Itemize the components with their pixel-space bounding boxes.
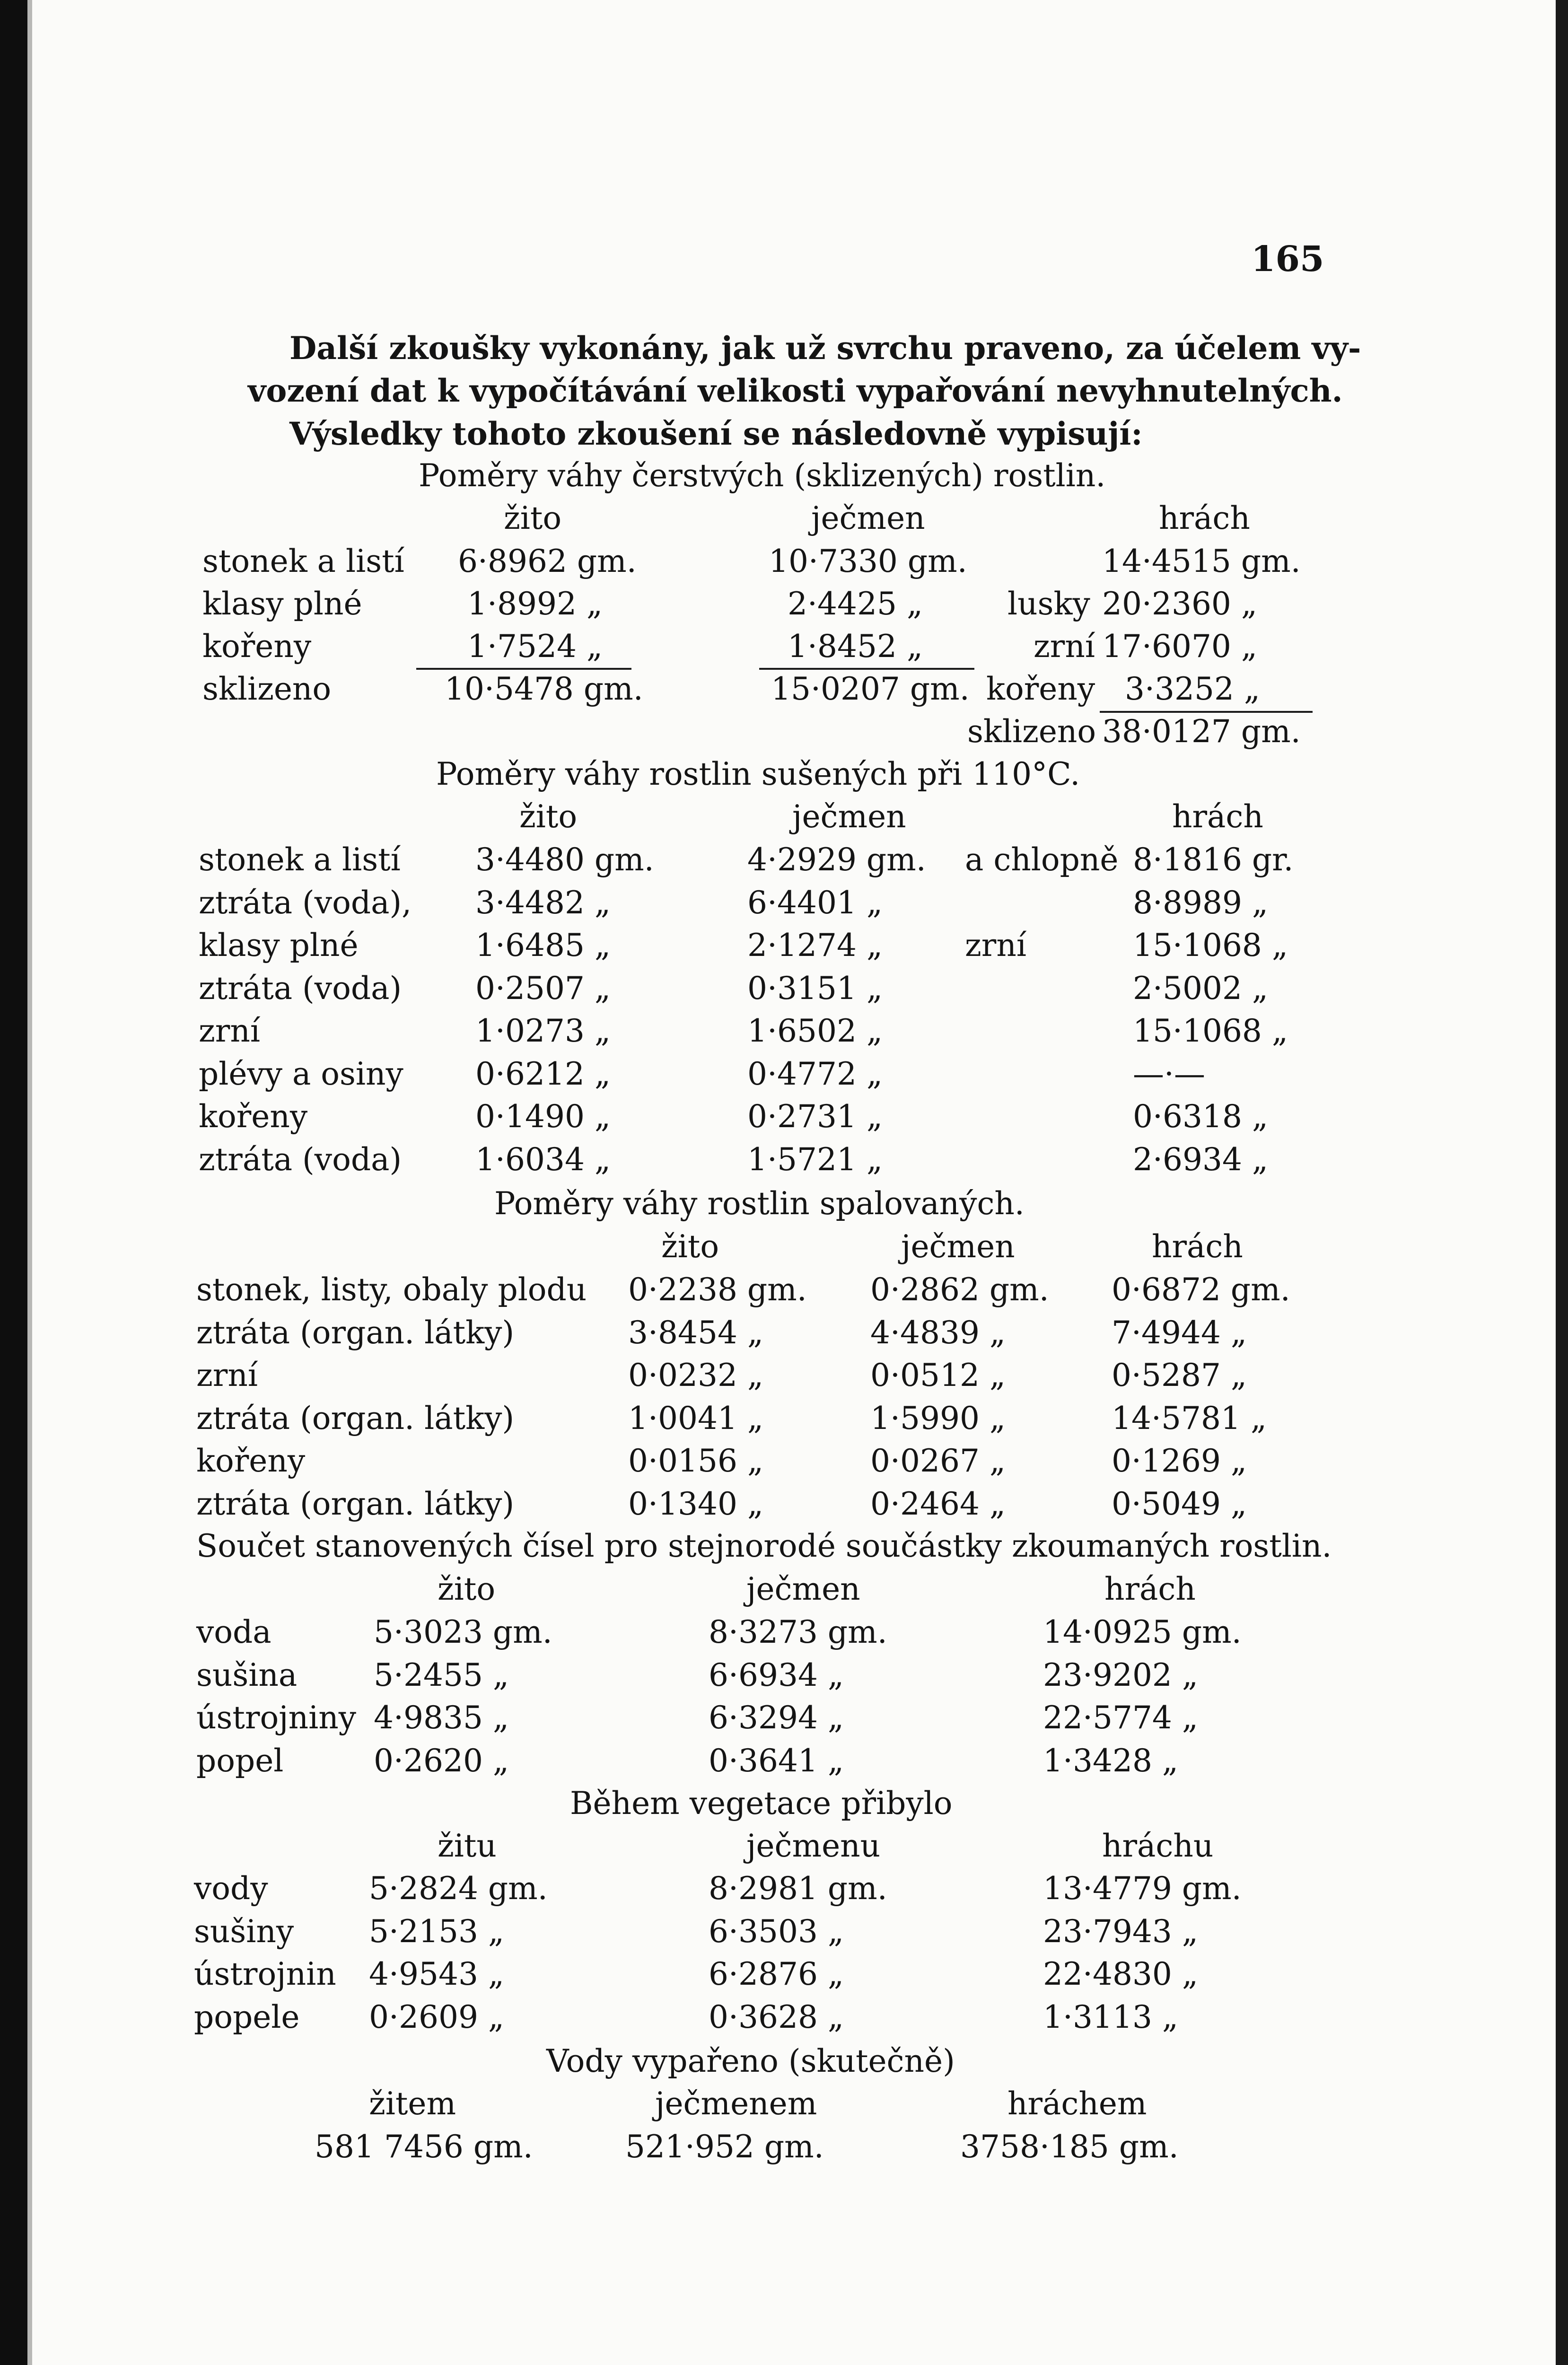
- hrach-part-label: zrní: [1034, 628, 1095, 665]
- page-edge-shadow: [1556, 0, 1568, 2365]
- section-title-dried: Poměry váhy rostlin sušených při 110°C.: [436, 756, 1080, 792]
- row-label: voda: [196, 1614, 272, 1650]
- value-jecmen: 2·1274 „: [747, 927, 883, 964]
- row-label: popele: [194, 1998, 300, 2035]
- value-zito: 0·0156 „: [628, 1443, 764, 1479]
- value-hrach: 2·5002 „: [1133, 970, 1269, 1007]
- section-title-growth: Během vegetace přibylo: [570, 1785, 953, 1822]
- value-hrach: 8·1816 gr.: [1133, 841, 1294, 878]
- row-label: klasy plné: [202, 586, 362, 622]
- intro-line-1: Další zkoušky vykonány, jak už svrchu praveno, za účelem vy-: [289, 330, 1361, 367]
- value-zito: 6·8962 gm.: [458, 543, 637, 579]
- col-header-zito: žito: [661, 1228, 719, 1265]
- value-jecmen: 1·5990 „: [870, 1400, 1006, 1437]
- value-hrach: 20·2360 „: [1102, 586, 1258, 622]
- value-zito: 3·4482 „: [475, 884, 611, 921]
- value-jecmen: 0·2464 „: [870, 1485, 1006, 1522]
- value-jecmen: 1·5721 „: [747, 1141, 883, 1178]
- value-jecmen: 15·0207 gm.: [771, 671, 970, 707]
- value-hrach: 14·4515 gm.: [1102, 543, 1301, 579]
- row-label: stonek, listy, obaly plodu: [196, 1271, 587, 1308]
- col-header-hrach: hrách: [1152, 1228, 1243, 1265]
- value-jecmen: 1·8452 „: [788, 628, 923, 665]
- value-hrach: 23·7943 „: [1043, 1913, 1199, 1950]
- value-zito: 0·0232 „: [628, 1357, 764, 1393]
- col-header-hrach: hrách: [1104, 1571, 1196, 1607]
- value-jecmen: 6·3503 „: [709, 1913, 844, 1950]
- intro-line-3: Výsledky tohoto zkoušení se následovně vypisují:: [289, 415, 1143, 452]
- section-title-fresh: Poměry váhy čerstvých (sklizených) rostlin.: [419, 457, 1106, 494]
- section-title-sum: Součet stanovených čísel pro stejnorodé součástky zkoumaných rostlin.: [196, 1528, 1332, 1564]
- hrach-part-label: zrní: [965, 927, 1026, 964]
- row-label: ztráta (organ. látky): [196, 1314, 515, 1351]
- value-jecmen: 0·4772 „: [747, 1055, 883, 1092]
- value-zito: 4·9543 „: [369, 1956, 505, 1992]
- intro-line-2: vození dat k vypočítávání velikosti vypařování nevyhnutelných.: [248, 372, 1343, 409]
- value-zito: 5·3023 gm.: [374, 1614, 552, 1650]
- row-label: stonek a listí: [199, 841, 401, 878]
- value-hrach: 17·6070 „: [1102, 628, 1258, 665]
- hrach-part-label: sklizeno: [967, 713, 1096, 750]
- value-jecmen: 4·2929 gm.: [747, 841, 926, 878]
- col-header-jecmen: ječmenu: [746, 1828, 881, 1864]
- col-header-jecmen: ječmen: [811, 500, 925, 536]
- sum-rule-zito: [416, 668, 631, 670]
- value-hrach: 0·5287 „: [1112, 1357, 1247, 1393]
- book-spine-shadow: [0, 0, 27, 2365]
- hrach-part-label: lusky: [1007, 586, 1090, 622]
- value-jecmen: 4·4839 „: [870, 1314, 1006, 1351]
- col-header-hrach: hrách: [1159, 500, 1250, 536]
- row-label: ztráta (organ. látky): [196, 1485, 515, 1522]
- row-label: zrní: [199, 1013, 260, 1049]
- row-label: kořeny: [196, 1443, 306, 1479]
- row-label: plévy a osiny: [199, 1055, 403, 1092]
- value-hrach: 0·1269 „: [1112, 1443, 1247, 1479]
- col-header-zito: žitem: [369, 2085, 456, 2122]
- value-hrach: —·—: [1133, 1055, 1205, 1092]
- col-header-jecmen: ječmen: [792, 798, 906, 835]
- value-hrach: 14·5781 „: [1112, 1400, 1267, 1437]
- col-header-zito: žito: [438, 1571, 496, 1607]
- value-jecmen: 0·3628 „: [709, 1998, 844, 2035]
- value-hrach: 3·3252 „: [1125, 671, 1261, 707]
- row-label: kořeny: [199, 1098, 308, 1135]
- value-hrach: 38·0127 gm.: [1102, 713, 1301, 750]
- col-header-hrach: hrách: [1172, 798, 1263, 835]
- value-jecmen: 0·3151 „: [747, 970, 883, 1007]
- row-label: ztráta (voda): [199, 1141, 402, 1178]
- value-zito: 581 7456 gm.: [315, 2128, 533, 2165]
- value-zito: 0·2238 gm.: [628, 1271, 807, 1308]
- value-jecmen: 6·3294 „: [709, 1699, 844, 1736]
- value-jecmen: 8·3273 gm.: [709, 1614, 887, 1650]
- col-header-hrach: hráchu: [1102, 1828, 1214, 1864]
- value-hrach: 0·6872 gm.: [1112, 1271, 1290, 1308]
- value-hrach: 0·6318 „: [1133, 1098, 1269, 1135]
- value-jecmen: 0·3641 „: [709, 1742, 844, 1779]
- value-zito: 0·1490 „: [475, 1098, 611, 1135]
- value-zito: 0·2507 „: [475, 970, 611, 1007]
- col-header-jecmen: ječmenem: [655, 2085, 817, 2122]
- col-header-jecmen: ječmen: [901, 1228, 1015, 1265]
- value-hrach: 23·9202 „: [1043, 1656, 1199, 1693]
- value-jecmen: 0·0512 „: [870, 1357, 1006, 1393]
- value-jecmen: 6·4401 „: [747, 884, 883, 921]
- hrach-part-label: a chlopně: [965, 841, 1119, 878]
- row-label: klasy plné: [199, 927, 359, 964]
- value-zito: 1·6034 „: [475, 1141, 611, 1178]
- row-label: ztráta (voda): [199, 970, 402, 1007]
- value-zito: 1·7524 „: [467, 628, 603, 665]
- value-zito: 10·5478 gm.: [445, 671, 643, 707]
- col-header-zito: žito: [519, 798, 578, 835]
- value-zito: 3·8454 „: [628, 1314, 764, 1351]
- section-title-evaporated: Vody vypařeno (skutečně): [546, 2043, 955, 2079]
- row-label: vody: [194, 1870, 268, 1907]
- col-header-hrach: hráchem: [1007, 2085, 1147, 2122]
- row-label: ústrojnin: [194, 1956, 336, 1992]
- row-label: ústrojniny: [196, 1699, 357, 1736]
- value-hrach: 8·8989 „: [1133, 884, 1269, 921]
- row-label: kořeny: [202, 628, 312, 665]
- value-jecmen: 8·2981 gm.: [709, 1870, 887, 1907]
- value-zito: 5·2455 „: [374, 1656, 509, 1693]
- row-label: sušiny: [194, 1913, 294, 1950]
- row-label: stonek a listí: [202, 543, 404, 579]
- value-hrach: 0·5049 „: [1112, 1485, 1247, 1522]
- page-number: 165: [1251, 239, 1324, 280]
- value-jecmen: 2·4425 „: [788, 586, 923, 622]
- sum-rule-hrach: [1100, 711, 1313, 713]
- value-zito: 1·0041 „: [628, 1400, 764, 1437]
- col-header-jecmen: ječmen: [746, 1571, 860, 1607]
- row-label: sušina: [196, 1656, 298, 1693]
- value-hrach: 22·5774 „: [1043, 1699, 1199, 1736]
- value-zito: 0·1340 „: [628, 1485, 764, 1522]
- value-jecmen: 6·6934 „: [709, 1656, 844, 1693]
- row-label: ztráta (voda),: [199, 884, 412, 921]
- value-jecmen: 521·952 gm.: [625, 2128, 824, 2165]
- value-hrach: 22·4830 „: [1043, 1956, 1199, 1992]
- value-zito: 0·2609 „: [369, 1998, 505, 2035]
- value-jecmen: 1·6502 „: [747, 1013, 883, 1049]
- value-zito: 1·6485 „: [475, 927, 611, 964]
- value-jecmen: 0·0267 „: [870, 1443, 1006, 1479]
- value-zito: 0·2620 „: [374, 1742, 509, 1779]
- value-hrach: 14·0925 gm.: [1043, 1614, 1242, 1650]
- section-title-burned: Poměry váhy rostlin spalovaných.: [494, 1185, 1025, 1222]
- value-hrach: 15·1068 „: [1133, 1013, 1288, 1049]
- value-jecmen: 6·2876 „: [709, 1956, 844, 1992]
- value-zito: 4·9835 „: [374, 1699, 509, 1736]
- hrach-part-label: kořeny: [986, 671, 1095, 707]
- value-zito: 0·6212 „: [475, 1055, 611, 1092]
- value-hrach: 3758·185 gm.: [960, 2128, 1179, 2165]
- col-header-zito: žitu: [438, 1828, 497, 1864]
- row-label: popel: [196, 1742, 284, 1779]
- row-label: sklizeno: [202, 671, 332, 707]
- value-hrach: 13·4779 gm.: [1043, 1870, 1242, 1907]
- value-zito: 1·0273 „: [475, 1013, 611, 1049]
- value-zito: 3·4480 gm.: [475, 841, 654, 878]
- value-jecmen: 0·2862 gm.: [870, 1271, 1049, 1308]
- value-hrach: 1·3113 „: [1043, 1998, 1179, 2035]
- value-hrach: 7·4944 „: [1112, 1314, 1247, 1351]
- value-zito: 5·2153 „: [369, 1913, 505, 1950]
- value-jecmen: 10·7330 gm.: [769, 543, 967, 579]
- value-hrach: 2·6934 „: [1133, 1141, 1269, 1178]
- value-hrach: 15·1068 „: [1133, 927, 1288, 964]
- col-header-zito: žito: [504, 500, 562, 536]
- value-hrach: 1·3428 „: [1043, 1742, 1179, 1779]
- row-label: zrní: [196, 1357, 258, 1393]
- row-label: ztráta (organ. látky): [196, 1400, 515, 1437]
- book-gutter: [27, 0, 32, 2365]
- value-zito: 5·2824 gm.: [369, 1870, 548, 1907]
- value-jecmen: 0·2731 „: [747, 1098, 883, 1135]
- value-zito: 1·8992 „: [467, 586, 603, 622]
- sum-rule-jecmen: [759, 668, 974, 670]
